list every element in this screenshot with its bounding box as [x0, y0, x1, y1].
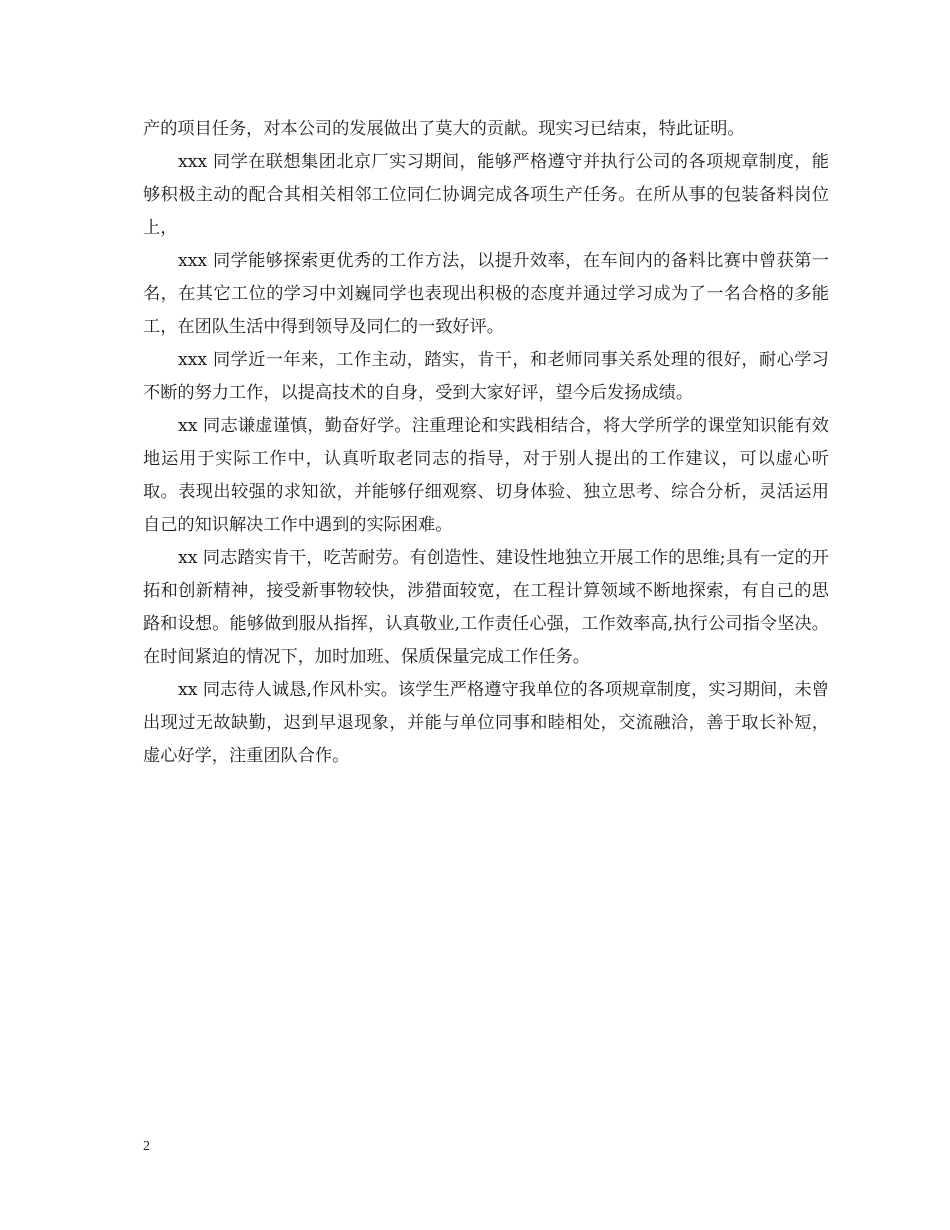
paragraph: xx 同志踏实肯干，吃苦耐劳。有创造性、建设性地独立开展工作的思维;具有一定的开拓和创新精神，接受新事物较快，涉猎面较宽，在工程计算领域不断地探索，有自己的思路和设想。能够做到服从指挥，认真敬业,工作责任心强，工作效率高,执行公司指令坚决。在时间紧迫的情况下，加时加班、保质保量完成工作任务。 [143, 548, 829, 667]
document-body [143, 113, 829, 773]
paragraph: xx 同志待人诚恳,作风朴实。该学生严格遵守我单位的各项规章制度，实习期间，未曾出现过无故缺勤，迟到早退现象，并能与单位同事和睦相处，交流融洽，善于取长补短，虚心好学，注重团队合作。 [143, 680, 829, 766]
paragraph: xxx 同学能够探索更优秀的工作方法，以提升效率，在车间内的备料比赛中曾获第一名，在其它工位的学习中刘巍同学也表现出积极的态度并通过学习成为了一名合格的多能工，在团队生活中得到领导及同仁的一致好评。 [143, 251, 829, 337]
paragraph: xx 同志谦虚谨慎，勤奋好学。注重理论和实践相结合，将大学所学的课堂知识能有效地运用于实际工作中，认真听取老同志的指导，对于别人提出的工作建议，可以虚心听取。表现出较强的求知欲，并能够仔细观察、切身体验、独立思考、综合分析，灵活运用自己的知识解决工作中遇到的实际困难。 [143, 416, 829, 535]
paragraph: xxx 同学近一年来，工作主动，踏实，肯干，和老师同事关系处理的很好，耐心学习不断的努力工作，以提高技术的自身，受到大家好评，望今后发扬成绩。 [143, 350, 829, 403]
paragraph: xxx 同学在联想集团北京厂实习期间，能够严格遵守并执行公司的各项规章制度，能够积极主动的配合其相关相邻工位同仁协调完成各项生产任务。在所从事的包装备料岗位上， [143, 152, 829, 238]
paragraph-continuation: 产的项目任务，对本公司的发展做出了莫大的贡献。现实习已结束，特此证明。 [143, 119, 745, 139]
page-number: 2 [143, 1139, 150, 1154]
